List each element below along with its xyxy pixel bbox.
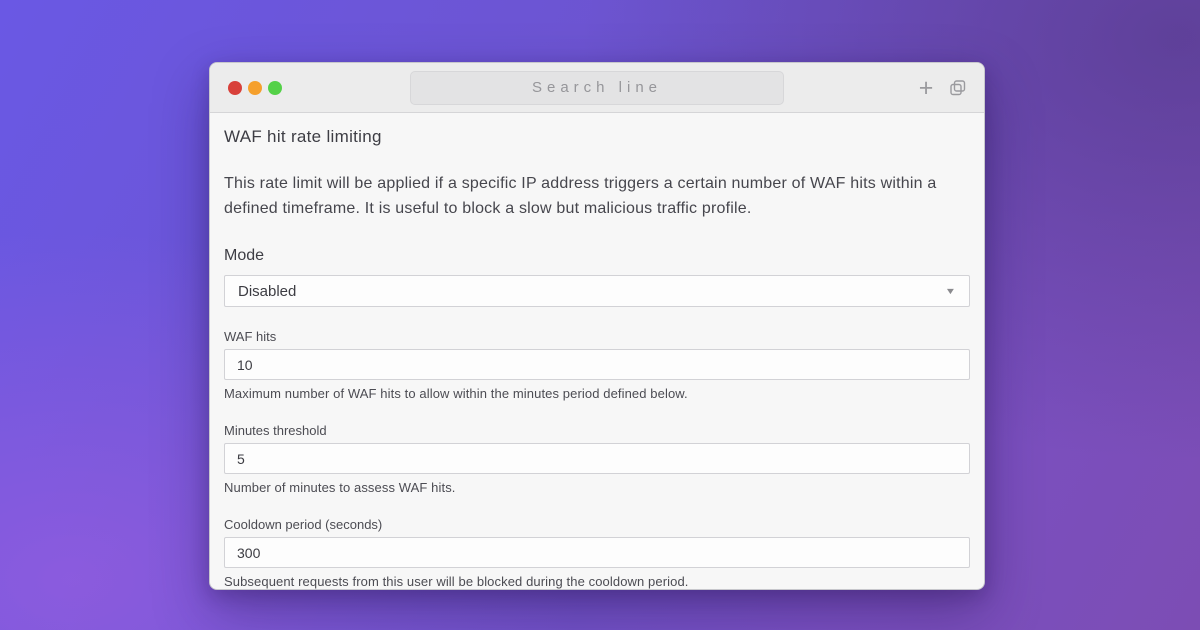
mode-select[interactable] [224, 275, 970, 307]
titlebar-actions [916, 63, 968, 112]
waf-hits-help: Maximum number of WAF hits to allow within the minutes period defined below. [224, 386, 688, 401]
waf-hits-label: WAF hits [224, 329, 277, 344]
cooldown-period-input[interactable] [224, 537, 970, 568]
copy-icon [949, 79, 967, 97]
minimize-window-button[interactable] [248, 81, 262, 95]
app-window [209, 62, 985, 590]
minutes-threshold-help: Number of minutes to assess WAF hits. [224, 480, 456, 495]
waf-hits-input[interactable] [224, 349, 970, 380]
minutes-threshold-group [224, 423, 970, 495]
page-title: WAF hit rate limiting [224, 127, 382, 146]
window-titlebar [210, 63, 984, 113]
mode-select-value: Disabled [238, 282, 297, 300]
page-description: This rate limit will be applied if a specific IP address triggers a certain number of WAF hits within a defined timeframe. It is useful to block a slow but malicious traffic profile. [224, 175, 937, 217]
cooldown-period-group [224, 517, 970, 589]
settings-panel [210, 113, 984, 589]
cooldown-period-help: Subsequent requests from this user will be blocked during the cooldown period. [224, 574, 689, 589]
zoom-window-button[interactable] [268, 81, 282, 95]
plus-icon: + [918, 73, 934, 102]
copy-button[interactable] [948, 78, 968, 98]
mode-label: Mode [224, 247, 265, 264]
add-button[interactable] [916, 73, 936, 102]
traffic-lights [228, 81, 282, 95]
waf-hits-group [224, 329, 970, 401]
minutes-threshold-label: Minutes threshold [224, 423, 327, 438]
minutes-threshold-input[interactable] [224, 443, 970, 474]
close-window-button[interactable] [228, 81, 242, 95]
cooldown-period-label: Cooldown period (seconds) [224, 517, 383, 532]
search-input[interactable] [410, 71, 784, 105]
chevron-down-icon: ▼ [944, 286, 957, 296]
